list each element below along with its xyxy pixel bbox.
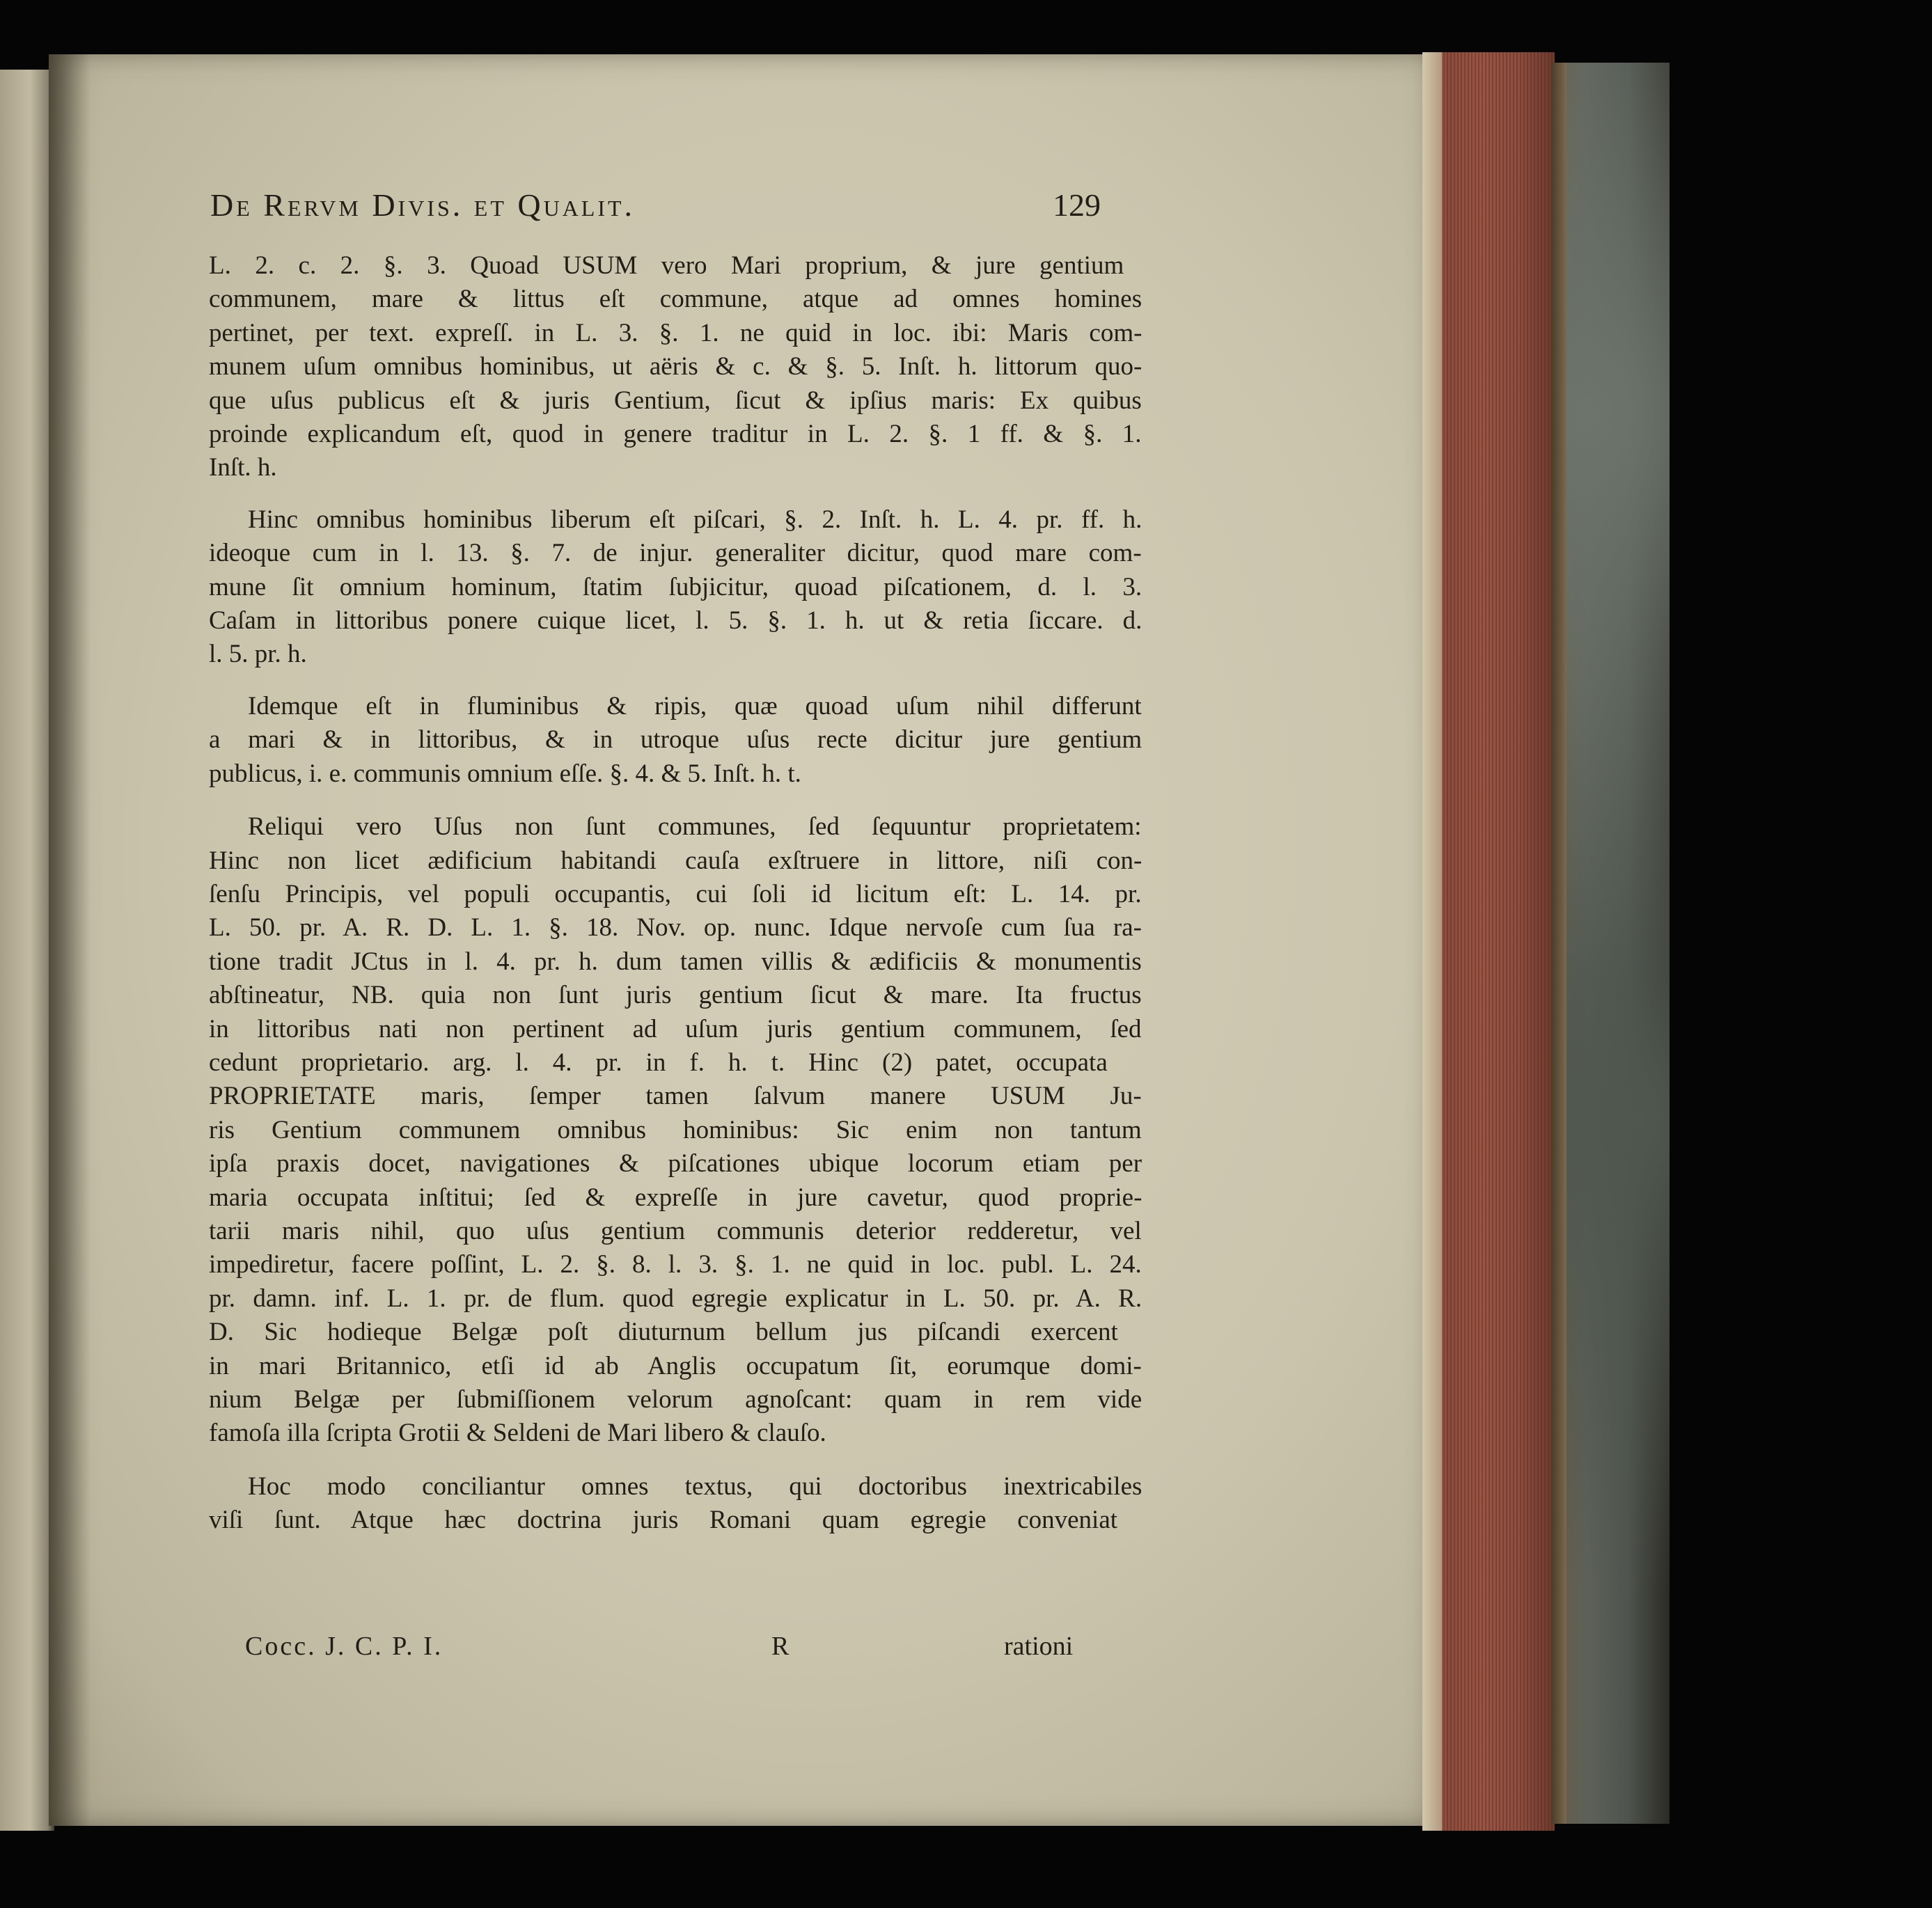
text-line: ideoque cum in l. 13. §. 7. de injur. generaliter dicitur, quod mare com- [209,539,1142,568]
running-head [0,187,1101,228]
text-line: Inſt. h. [209,453,277,482]
text-line: Caſam in littoribus ponere cuique licet, l. 5. §. 1. h. ut & retia ſiccare. d. [209,606,1142,636]
book-cover-board [1551,63,1670,1824]
text-line: L. 50. pr. A. R. D. L. 1. §. 18. Nov. op. nunc. Idque nervoſe cum ſua ra- [209,913,1142,943]
text-line: in littoribus nati non pertinent ad uſum juris gentium communem, ſed [209,1014,1142,1043]
paragraph-2 [209,503,1142,672]
text-line: D. Sic hodieque Belgæ poſt diuturnum bellum jus piſcandi exercent [209,1318,1118,1347]
text-line: communem, mare & littus eſt commune, atque ad omnes homines [209,285,1142,314]
text-line: in mari Britannico, etſi id ab Anglis occupatum ſit, eorumque domi- [209,1351,1142,1380]
text-line: ſenſu Principis, vel populi occupantis, cui ſoli id licitum eſt: L. 14. pr. [209,879,1142,908]
signature-mark: Cocc. J. C. P. I. [245,1632,443,1661]
text-line: mune ſit omnium hominum, ſtatim ſubjicitur, quoad piſcationem, d. l. 3. [209,572,1142,601]
text-line: tione tradit JCtus in l. 4. pr. h. dum tamen villis & ædificiis & monumentis [209,947,1142,976]
text-line: ris Gentium communem omnibus hominibus: Sic enim non tantum [209,1115,1142,1144]
page-fore-edge [1422,52,1555,1831]
text-line: Hinc omnibus hominibus liberum eſt piſcari, §. 2. Inſt. h. L. 4. pr. ff. h. [248,505,1142,534]
text-line: ipſa praxis docet, navigationes & piſcationes ubique locorum etiam per [209,1149,1142,1178]
text-line: a mari & in littoribus, & in utroque uſus recte dicitur jure gentium [209,725,1142,755]
text-line: Reliqui vero Uſus non ſunt communes, ſed ſequuntur proprietatem: [248,812,1142,842]
text-line: abſtineatur, NB. quia non ſunt juris gentium ſicut & mare. Ita fructus [209,981,1142,1010]
text-line: PROPRIETATE maris, ſemper tamen ſalvum manere USUM Ju- [209,1082,1142,1111]
text-line: maria occupata inſtitui; ſed & expreſſe in jure cavetur, quod proprie- [209,1183,1142,1212]
text-line: Idemque eſt in fluminibus & ripis, quæ quoad uſum nihil differunt [248,691,1142,720]
text-line: impediretur, facere poſſint, L. 2. §. 8. l. 3. §. 1. ne quid in loc. publ. L. 24. [209,1250,1142,1279]
paragraph-5 [209,1470,1142,1538]
paragraph-3 [209,690,1142,791]
catchword: rationi [1004,1632,1074,1661]
cover-board-edge [1551,63,1566,1824]
text-line: L. 2. c. 2. §. 3. Quoad USUM vero Mari proprium, & jure gentium [209,251,1124,280]
text-line: Hinc non licet ædificium habitandi cauſa exſtruere in littore, niſi con- [209,846,1142,875]
text-line: que uſus publicus eſt & juris Gentium, ſicut & ipſius maris: Ex quibus [209,386,1142,415]
text-line: publicus, i. e. communis omnium eſſe. §. 4. & 5. Inſt. h. t. [209,759,801,788]
text-line: proinde explicandum eſt, quod in genere traditur in L. 2. §. 1 ff. & §. 1. [209,420,1142,449]
signature-letter: R [771,1632,790,1661]
page-footer [245,1631,1115,1666]
text-line: Hoc modo conciliantur omnes textus, qui doctoribus inextricabiles [248,1472,1142,1501]
facing-page-edge [0,70,54,1831]
page-fore-edge-highlight [1422,52,1442,1831]
text-line: l. 5. pr. h. [209,640,307,669]
text-line: pertinet, per text. expreſſ. in L. 3. §. 1. ne quid in loc. ibi: Maris com- [209,318,1142,347]
text-line: famoſa illa ſcripta Grotii & Seldeni de Mari libero & clauſo. [209,1419,826,1448]
paragraph-1 [209,249,1142,485]
text-line: cedunt proprietario. arg. l. 4. pr. in f. h. t. Hinc (2) patet, occupata [209,1048,1108,1077]
text-line: nium Belgæ per ſubmiſſionem velorum agnoſcant: quam in rem vide [209,1385,1142,1414]
text-line: tarii maris nihil, quo uſus gentium communis deterior redderetur, vel [209,1216,1142,1245]
running-head-title: De Rervm Divis. et Qualit. [210,187,636,223]
paragraph-4 [209,810,1142,1451]
gutter-shadow [49,54,91,1826]
page-text-block [209,187,1142,1538]
text-line: viſi ſunt. Atque hæc doctrina juris Romani quam egregie conveniat [209,1506,1118,1535]
page-number: 129 [1053,187,1101,223]
text-line: pr. damn. inf. L. 1. pr. de flum. quod egregie explicatur in L. 50. pr. A. R. [209,1284,1142,1313]
text-line: munem uſum omnibus hominibus, ut aëris & c. & §. 5. Inſt. h. littorum quo- [209,352,1142,381]
